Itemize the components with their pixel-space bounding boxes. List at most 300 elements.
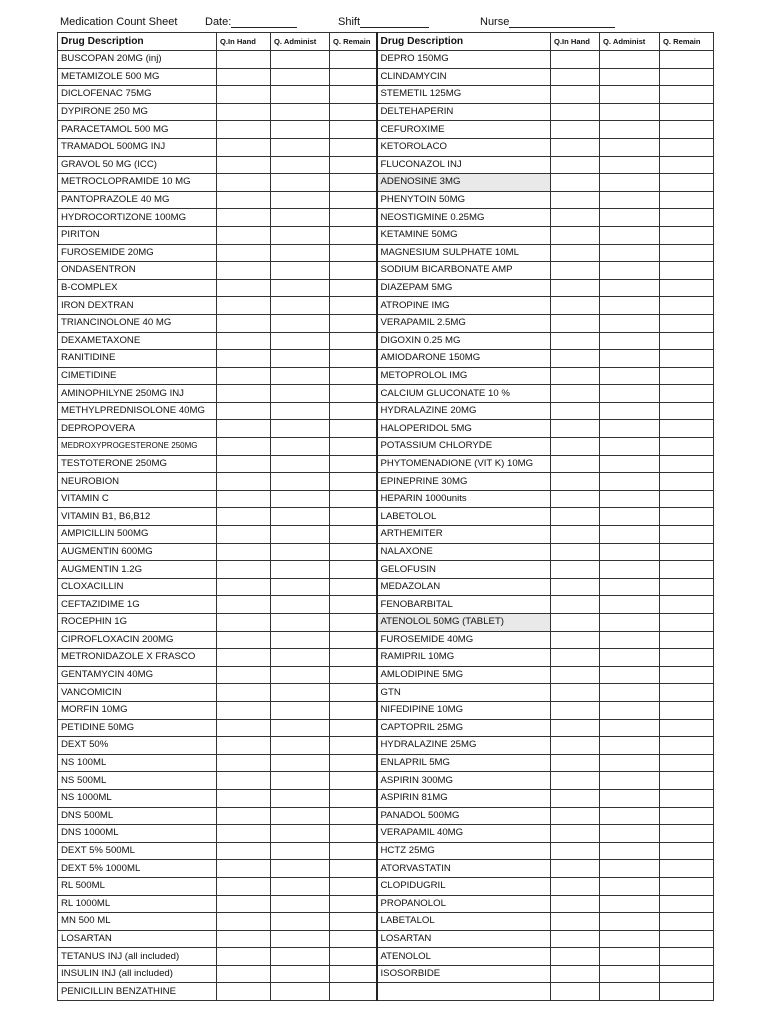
left-in-hand-cell[interactable] [217, 807, 271, 825]
right-in-hand-cell[interactable] [551, 226, 600, 244]
left-in-hand-cell[interactable] [217, 596, 271, 614]
left-administered-cell[interactable] [271, 701, 330, 719]
right-remaining-cell[interactable] [660, 138, 714, 156]
left-remaining-cell[interactable] [330, 455, 377, 473]
right-administered-cell[interactable] [600, 138, 660, 156]
right-administered-cell[interactable] [600, 649, 660, 667]
right-remaining-cell[interactable] [660, 913, 714, 931]
left-administered-cell[interactable] [271, 631, 330, 649]
nurse-field[interactable] [480, 16, 615, 28]
left-in-hand-cell[interactable] [217, 473, 271, 491]
left-remaining-cell[interactable] [330, 191, 377, 209]
left-remaining-cell[interactable] [330, 860, 377, 878]
left-remaining-cell[interactable] [330, 420, 377, 438]
right-remaining-cell[interactable] [660, 438, 714, 456]
right-remaining-cell[interactable] [660, 455, 714, 473]
right-in-hand-cell[interactable] [551, 420, 600, 438]
right-remaining-cell[interactable] [660, 367, 714, 385]
left-in-hand-cell[interactable] [217, 930, 271, 948]
right-remaining-cell[interactable] [660, 789, 714, 807]
right-in-hand-cell[interactable] [551, 121, 600, 139]
left-in-hand-cell[interactable] [217, 877, 271, 895]
right-administered-cell[interactable] [600, 877, 660, 895]
right-administered-cell[interactable] [600, 420, 660, 438]
left-remaining-cell[interactable] [330, 438, 377, 456]
left-administered-cell[interactable] [271, 385, 330, 403]
left-administered-cell[interactable] [271, 86, 330, 104]
right-administered-cell[interactable] [600, 789, 660, 807]
right-remaining-cell[interactable] [660, 244, 714, 262]
left-remaining-cell[interactable] [330, 350, 377, 368]
left-administered-cell[interactable] [271, 526, 330, 544]
right-in-hand-cell[interactable] [551, 561, 600, 579]
left-administered-cell[interactable] [271, 455, 330, 473]
right-remaining-cell[interactable] [660, 842, 714, 860]
right-remaining-cell[interactable] [660, 314, 714, 332]
right-in-hand-cell[interactable] [551, 877, 600, 895]
right-administered-cell[interactable] [600, 684, 660, 702]
left-in-hand-cell[interactable] [217, 895, 271, 913]
right-in-hand-cell[interactable] [551, 367, 600, 385]
right-administered-cell[interactable] [600, 121, 660, 139]
right-in-hand-cell[interactable] [551, 772, 600, 790]
left-administered-cell[interactable] [271, 913, 330, 931]
left-remaining-cell[interactable] [330, 103, 377, 121]
left-in-hand-cell[interactable] [217, 385, 271, 403]
left-in-hand-cell[interactable] [217, 614, 271, 632]
right-in-hand-cell[interactable] [551, 543, 600, 561]
right-in-hand-cell[interactable] [551, 913, 600, 931]
right-remaining-cell[interactable] [660, 737, 714, 755]
left-administered-cell[interactable] [271, 121, 330, 139]
left-in-hand-cell[interactable] [217, 701, 271, 719]
right-remaining-cell[interactable] [660, 895, 714, 913]
left-in-hand-cell[interactable] [217, 772, 271, 790]
left-in-hand-cell[interactable] [217, 420, 271, 438]
left-in-hand-cell[interactable] [217, 244, 271, 262]
left-in-hand-cell[interactable] [217, 543, 271, 561]
left-remaining-cell[interactable] [330, 279, 377, 297]
right-administered-cell[interactable] [600, 983, 660, 1001]
left-administered-cell[interactable] [271, 877, 330, 895]
right-in-hand-cell[interactable] [551, 174, 600, 192]
left-remaining-cell[interactable] [330, 825, 377, 843]
right-in-hand-cell[interactable] [551, 948, 600, 966]
left-administered-cell[interactable] [271, 226, 330, 244]
left-remaining-cell[interactable] [330, 385, 377, 403]
right-administered-cell[interactable] [600, 860, 660, 878]
right-remaining-cell[interactable] [660, 807, 714, 825]
left-administered-cell[interactable] [271, 209, 330, 227]
left-administered-cell[interactable] [271, 138, 330, 156]
right-remaining-cell[interactable] [660, 51, 714, 69]
right-remaining-cell[interactable] [660, 402, 714, 420]
left-remaining-cell[interactable] [330, 948, 377, 966]
left-in-hand-cell[interactable] [217, 262, 271, 280]
left-in-hand-cell[interactable] [217, 526, 271, 544]
left-in-hand-cell[interactable] [217, 789, 271, 807]
left-in-hand-cell[interactable] [217, 314, 271, 332]
left-in-hand-cell[interactable] [217, 68, 271, 86]
left-remaining-cell[interactable] [330, 51, 377, 69]
right-administered-cell[interactable] [600, 490, 660, 508]
left-remaining-cell[interactable] [330, 226, 377, 244]
right-remaining-cell[interactable] [660, 350, 714, 368]
right-in-hand-cell[interactable] [551, 930, 600, 948]
right-remaining-cell[interactable] [660, 121, 714, 139]
left-administered-cell[interactable] [271, 825, 330, 843]
left-administered-cell[interactable] [271, 490, 330, 508]
right-administered-cell[interactable] [600, 191, 660, 209]
right-remaining-cell[interactable] [660, 701, 714, 719]
left-in-hand-cell[interactable] [217, 719, 271, 737]
right-remaining-cell[interactable] [660, 684, 714, 702]
left-administered-cell[interactable] [271, 965, 330, 983]
left-in-hand-cell[interactable] [217, 402, 271, 420]
left-administered-cell[interactable] [271, 508, 330, 526]
right-remaining-cell[interactable] [660, 297, 714, 315]
right-administered-cell[interactable] [600, 614, 660, 632]
left-remaining-cell[interactable] [330, 209, 377, 227]
right-in-hand-cell[interactable] [551, 244, 600, 262]
left-in-hand-cell[interactable] [217, 350, 271, 368]
right-in-hand-cell[interactable] [551, 737, 600, 755]
left-administered-cell[interactable] [271, 191, 330, 209]
right-administered-cell[interactable] [600, 156, 660, 174]
right-remaining-cell[interactable] [660, 191, 714, 209]
right-remaining-cell[interactable] [660, 948, 714, 966]
left-in-hand-cell[interactable] [217, 666, 271, 684]
right-in-hand-cell[interactable] [551, 860, 600, 878]
right-in-hand-cell[interactable] [551, 666, 600, 684]
left-in-hand-cell[interactable] [217, 913, 271, 931]
left-remaining-cell[interactable] [330, 561, 377, 579]
right-remaining-cell[interactable] [660, 930, 714, 948]
right-administered-cell[interactable] [600, 719, 660, 737]
right-in-hand-cell[interactable] [551, 51, 600, 69]
left-administered-cell[interactable] [271, 262, 330, 280]
left-administered-cell[interactable] [271, 156, 330, 174]
left-in-hand-cell[interactable] [217, 332, 271, 350]
left-remaining-cell[interactable] [330, 737, 377, 755]
right-remaining-cell[interactable] [660, 561, 714, 579]
right-remaining-cell[interactable] [660, 877, 714, 895]
right-in-hand-cell[interactable] [551, 138, 600, 156]
left-administered-cell[interactable] [271, 895, 330, 913]
right-in-hand-cell[interactable] [551, 297, 600, 315]
left-in-hand-cell[interactable] [217, 367, 271, 385]
left-in-hand-cell[interactable] [217, 455, 271, 473]
left-administered-cell[interactable] [271, 614, 330, 632]
left-remaining-cell[interactable] [330, 578, 377, 596]
right-in-hand-cell[interactable] [551, 701, 600, 719]
right-remaining-cell[interactable] [660, 420, 714, 438]
right-in-hand-cell[interactable] [551, 402, 600, 420]
right-administered-cell[interactable] [600, 367, 660, 385]
right-administered-cell[interactable] [600, 455, 660, 473]
right-in-hand-cell[interactable] [551, 68, 600, 86]
right-administered-cell[interactable] [600, 244, 660, 262]
left-in-hand-cell[interactable] [217, 121, 271, 139]
right-remaining-cell[interactable] [660, 860, 714, 878]
right-administered-cell[interactable] [600, 543, 660, 561]
left-administered-cell[interactable] [271, 103, 330, 121]
right-in-hand-cell[interactable] [551, 719, 600, 737]
right-administered-cell[interactable] [600, 754, 660, 772]
right-remaining-cell[interactable] [660, 174, 714, 192]
left-remaining-cell[interactable] [330, 367, 377, 385]
left-remaining-cell[interactable] [330, 895, 377, 913]
left-administered-cell[interactable] [271, 596, 330, 614]
right-in-hand-cell[interactable] [551, 526, 600, 544]
left-administered-cell[interactable] [271, 543, 330, 561]
right-in-hand-cell[interactable] [551, 385, 600, 403]
right-in-hand-cell[interactable] [551, 332, 600, 350]
right-in-hand-cell[interactable] [551, 983, 600, 1001]
left-administered-cell[interactable] [271, 578, 330, 596]
left-administered-cell[interactable] [271, 983, 330, 1001]
right-remaining-cell[interactable] [660, 156, 714, 174]
right-administered-cell[interactable] [600, 578, 660, 596]
right-in-hand-cell[interactable] [551, 631, 600, 649]
left-remaining-cell[interactable] [330, 174, 377, 192]
right-administered-cell[interactable] [600, 965, 660, 983]
right-in-hand-cell[interactable] [551, 754, 600, 772]
left-in-hand-cell[interactable] [217, 684, 271, 702]
left-remaining-cell[interactable] [330, 772, 377, 790]
right-in-hand-cell[interactable] [551, 649, 600, 667]
left-remaining-cell[interactable] [330, 965, 377, 983]
right-administered-cell[interactable] [600, 666, 660, 684]
left-administered-cell[interactable] [271, 719, 330, 737]
left-remaining-cell[interactable] [330, 666, 377, 684]
right-administered-cell[interactable] [600, 807, 660, 825]
left-in-hand-cell[interactable] [217, 174, 271, 192]
left-in-hand-cell[interactable] [217, 948, 271, 966]
left-in-hand-cell[interactable] [217, 631, 271, 649]
right-remaining-cell[interactable] [660, 385, 714, 403]
left-remaining-cell[interactable] [330, 631, 377, 649]
right-in-hand-cell[interactable] [551, 596, 600, 614]
left-administered-cell[interactable] [271, 332, 330, 350]
right-in-hand-cell[interactable] [551, 807, 600, 825]
right-administered-cell[interactable] [600, 913, 660, 931]
right-administered-cell[interactable] [600, 930, 660, 948]
left-in-hand-cell[interactable] [217, 561, 271, 579]
left-administered-cell[interactable] [271, 367, 330, 385]
left-remaining-cell[interactable] [330, 473, 377, 491]
right-administered-cell[interactable] [600, 631, 660, 649]
right-administered-cell[interactable] [600, 701, 660, 719]
right-administered-cell[interactable] [600, 226, 660, 244]
left-in-hand-cell[interactable] [217, 842, 271, 860]
left-in-hand-cell[interactable] [217, 438, 271, 456]
left-administered-cell[interactable] [271, 402, 330, 420]
left-administered-cell[interactable] [271, 561, 330, 579]
left-administered-cell[interactable] [271, 789, 330, 807]
right-administered-cell[interactable] [600, 314, 660, 332]
left-remaining-cell[interactable] [330, 262, 377, 280]
right-administered-cell[interactable] [600, 438, 660, 456]
right-remaining-cell[interactable] [660, 754, 714, 772]
right-in-hand-cell[interactable] [551, 842, 600, 860]
left-remaining-cell[interactable] [330, 121, 377, 139]
right-remaining-cell[interactable] [660, 226, 714, 244]
left-remaining-cell[interactable] [330, 701, 377, 719]
right-remaining-cell[interactable] [660, 490, 714, 508]
left-remaining-cell[interactable] [330, 297, 377, 315]
nurse-blank-line[interactable] [509, 16, 615, 28]
right-remaining-cell[interactable] [660, 649, 714, 667]
right-remaining-cell[interactable] [660, 332, 714, 350]
left-administered-cell[interactable] [271, 930, 330, 948]
left-administered-cell[interactable] [271, 737, 330, 755]
right-in-hand-cell[interactable] [551, 684, 600, 702]
right-remaining-cell[interactable] [660, 825, 714, 843]
left-remaining-cell[interactable] [330, 332, 377, 350]
right-administered-cell[interactable] [600, 895, 660, 913]
left-remaining-cell[interactable] [330, 789, 377, 807]
right-administered-cell[interactable] [600, 332, 660, 350]
left-remaining-cell[interactable] [330, 649, 377, 667]
left-administered-cell[interactable] [271, 279, 330, 297]
left-remaining-cell[interactable] [330, 614, 377, 632]
left-in-hand-cell[interactable] [217, 86, 271, 104]
left-remaining-cell[interactable] [330, 754, 377, 772]
right-in-hand-cell[interactable] [551, 455, 600, 473]
right-administered-cell[interactable] [600, 209, 660, 227]
right-administered-cell[interactable] [600, 279, 660, 297]
right-administered-cell[interactable] [600, 948, 660, 966]
right-remaining-cell[interactable] [660, 508, 714, 526]
right-remaining-cell[interactable] [660, 596, 714, 614]
left-remaining-cell[interactable] [330, 86, 377, 104]
shift-field[interactable] [338, 16, 429, 28]
right-remaining-cell[interactable] [660, 473, 714, 491]
left-administered-cell[interactable] [271, 438, 330, 456]
right-administered-cell[interactable] [600, 526, 660, 544]
right-administered-cell[interactable] [600, 297, 660, 315]
left-administered-cell[interactable] [271, 842, 330, 860]
left-administered-cell[interactable] [271, 666, 330, 684]
right-remaining-cell[interactable] [660, 719, 714, 737]
right-remaining-cell[interactable] [660, 543, 714, 561]
right-remaining-cell[interactable] [660, 578, 714, 596]
right-remaining-cell[interactable] [660, 279, 714, 297]
shift-blank-line[interactable] [360, 16, 429, 28]
right-remaining-cell[interactable] [660, 68, 714, 86]
left-in-hand-cell[interactable] [217, 103, 271, 121]
left-remaining-cell[interactable] [330, 596, 377, 614]
left-remaining-cell[interactable] [330, 930, 377, 948]
right-remaining-cell[interactable] [660, 772, 714, 790]
left-in-hand-cell[interactable] [217, 209, 271, 227]
right-in-hand-cell[interactable] [551, 508, 600, 526]
right-administered-cell[interactable] [600, 402, 660, 420]
left-administered-cell[interactable] [271, 350, 330, 368]
right-in-hand-cell[interactable] [551, 965, 600, 983]
left-remaining-cell[interactable] [330, 314, 377, 332]
left-in-hand-cell[interactable] [217, 754, 271, 772]
left-administered-cell[interactable] [271, 51, 330, 69]
left-administered-cell[interactable] [271, 772, 330, 790]
left-in-hand-cell[interactable] [217, 825, 271, 843]
right-in-hand-cell[interactable] [551, 614, 600, 632]
right-administered-cell[interactable] [600, 825, 660, 843]
left-remaining-cell[interactable] [330, 842, 377, 860]
left-in-hand-cell[interactable] [217, 965, 271, 983]
right-administered-cell[interactable] [600, 772, 660, 790]
left-remaining-cell[interactable] [330, 877, 377, 895]
left-in-hand-cell[interactable] [217, 490, 271, 508]
left-remaining-cell[interactable] [330, 490, 377, 508]
right-in-hand-cell[interactable] [551, 279, 600, 297]
right-remaining-cell[interactable] [660, 103, 714, 121]
left-administered-cell[interactable] [271, 473, 330, 491]
right-remaining-cell[interactable] [660, 86, 714, 104]
left-in-hand-cell[interactable] [217, 578, 271, 596]
right-in-hand-cell[interactable] [551, 262, 600, 280]
left-administered-cell[interactable] [271, 860, 330, 878]
left-remaining-cell[interactable] [330, 543, 377, 561]
left-remaining-cell[interactable] [330, 508, 377, 526]
left-administered-cell[interactable] [271, 174, 330, 192]
left-administered-cell[interactable] [271, 754, 330, 772]
left-remaining-cell[interactable] [330, 156, 377, 174]
right-administered-cell[interactable] [600, 350, 660, 368]
left-in-hand-cell[interactable] [217, 649, 271, 667]
right-remaining-cell[interactable] [660, 666, 714, 684]
right-remaining-cell[interactable] [660, 209, 714, 227]
left-administered-cell[interactable] [271, 314, 330, 332]
right-administered-cell[interactable] [600, 262, 660, 280]
left-in-hand-cell[interactable] [217, 138, 271, 156]
left-in-hand-cell[interactable] [217, 156, 271, 174]
left-remaining-cell[interactable] [330, 244, 377, 262]
right-in-hand-cell[interactable] [551, 191, 600, 209]
right-in-hand-cell[interactable] [551, 314, 600, 332]
right-in-hand-cell[interactable] [551, 789, 600, 807]
left-in-hand-cell[interactable] [217, 737, 271, 755]
left-administered-cell[interactable] [271, 649, 330, 667]
left-administered-cell[interactable] [271, 948, 330, 966]
left-remaining-cell[interactable] [330, 719, 377, 737]
right-administered-cell[interactable] [600, 385, 660, 403]
right-remaining-cell[interactable] [660, 614, 714, 632]
right-administered-cell[interactable] [600, 174, 660, 192]
left-in-hand-cell[interactable] [217, 860, 271, 878]
right-in-hand-cell[interactable] [551, 473, 600, 491]
right-administered-cell[interactable] [600, 596, 660, 614]
left-in-hand-cell[interactable] [217, 226, 271, 244]
right-in-hand-cell[interactable] [551, 209, 600, 227]
right-administered-cell[interactable] [600, 51, 660, 69]
right-administered-cell[interactable] [600, 103, 660, 121]
left-administered-cell[interactable] [271, 297, 330, 315]
left-administered-cell[interactable] [271, 244, 330, 262]
right-administered-cell[interactable] [600, 473, 660, 491]
right-remaining-cell[interactable] [660, 983, 714, 1001]
right-remaining-cell[interactable] [660, 526, 714, 544]
left-administered-cell[interactable] [271, 807, 330, 825]
right-administered-cell[interactable] [600, 68, 660, 86]
right-in-hand-cell[interactable] [551, 490, 600, 508]
left-in-hand-cell[interactable] [217, 297, 271, 315]
right-in-hand-cell[interactable] [551, 578, 600, 596]
right-in-hand-cell[interactable] [551, 895, 600, 913]
right-remaining-cell[interactable] [660, 631, 714, 649]
right-remaining-cell[interactable] [660, 965, 714, 983]
